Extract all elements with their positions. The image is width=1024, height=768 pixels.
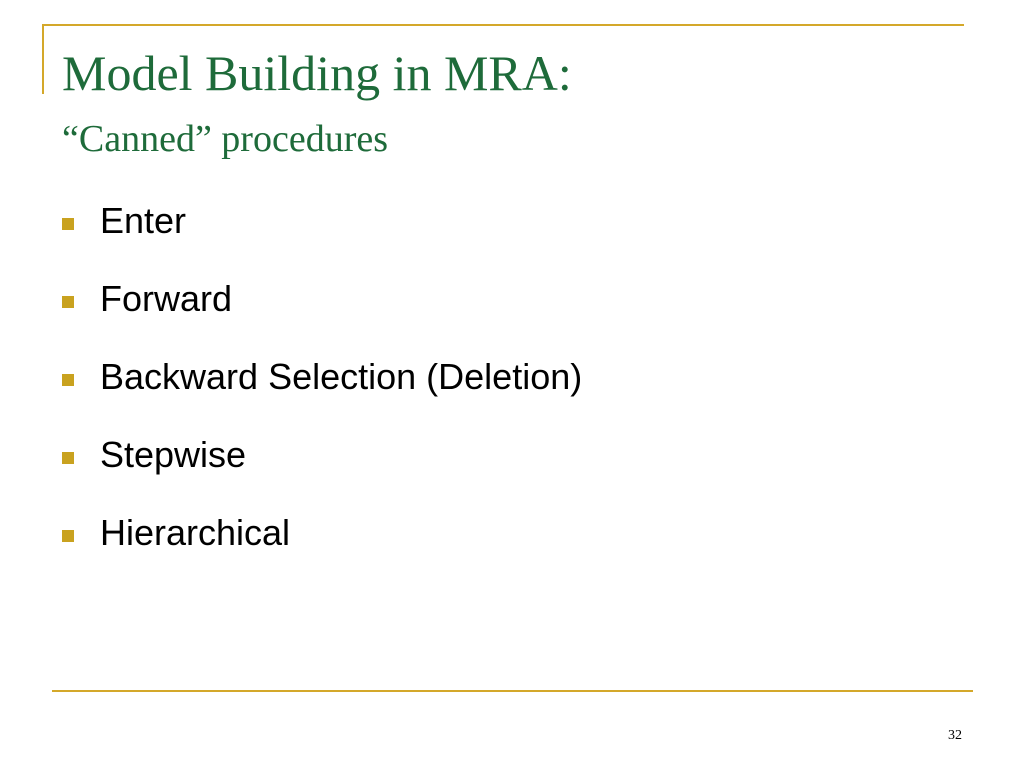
square-bullet-icon: [62, 374, 74, 386]
top-accent-rule: [42, 24, 964, 26]
slide-title: Model Building in MRA:: [62, 45, 572, 101]
bullet-label: Stepwise: [100, 434, 247, 475]
square-bullet-icon: [62, 296, 74, 308]
bullet-item-forward: [62, 270, 582, 348]
bullet-item-stepwise: [62, 426, 582, 504]
bullet-label: Hierarchical: [100, 512, 291, 553]
bullet-item-hierarchical: [62, 504, 582, 582]
bullet-item-enter: [62, 192, 582, 270]
square-bullet-icon: [62, 452, 74, 464]
bullet-list: [62, 192, 582, 582]
slide-number: 32: [948, 728, 962, 743]
square-bullet-icon: [62, 530, 74, 542]
square-bullet-icon: [62, 218, 74, 230]
slide-subtitle: “Canned” procedures: [62, 118, 389, 160]
left-accent-rule: [42, 24, 44, 94]
bottom-accent-rule: [52, 690, 973, 692]
bullet-label: Enter: [100, 200, 187, 241]
bullet-item-backward-selection: [62, 348, 582, 426]
bullet-label: Backward Selection (Deletion): [100, 356, 583, 397]
bullet-label: Forward: [100, 278, 233, 319]
